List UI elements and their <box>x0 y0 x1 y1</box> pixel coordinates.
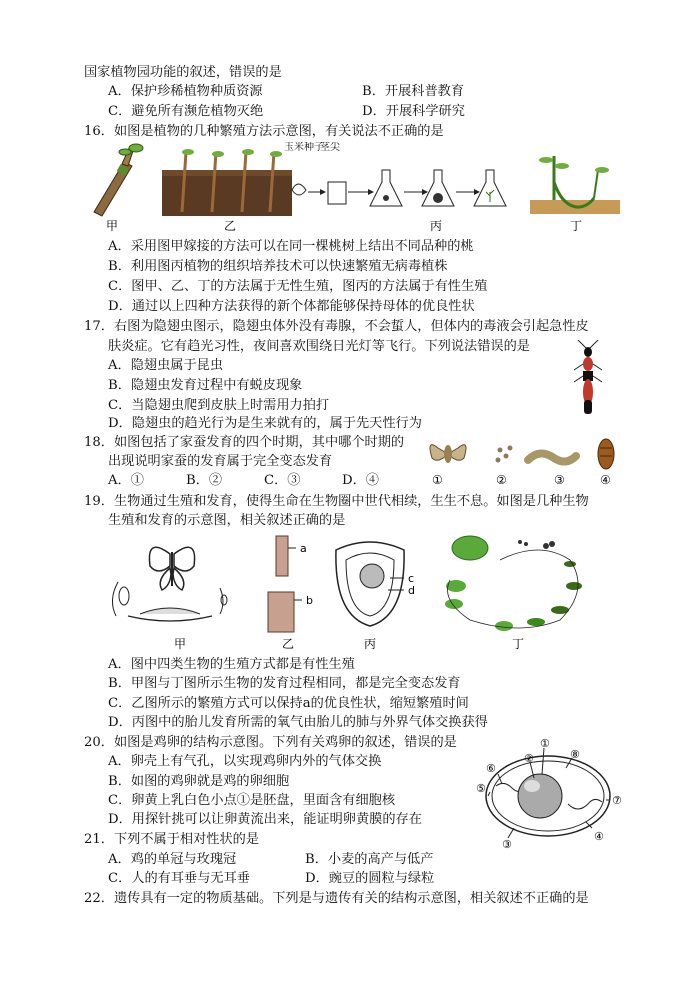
q18-stem-line1: 18．如图包括了家蚕发育的四个时期，其中哪个时期的 <box>84 435 405 450</box>
q21-stem: 21．下列不属于相对性状的是 <box>84 832 260 847</box>
cutting-illustration <box>162 149 292 216</box>
stock-label-b: b <box>306 594 313 607</box>
q19-stem-line1: 19．生物通过生殖和发育，使得生命在生物圈中世代相续，生生不息。如图是几种生物 <box>84 494 589 509</box>
q17-option-a: A．隐翅虫属于昆虫 <box>108 358 224 373</box>
q20-option-a: A．卵壳上有气孔，以实现鸡卵内外的气体交换 <box>108 754 382 769</box>
fetus-uterus-illustration <box>336 542 415 626</box>
egg-label-4: ④ <box>594 830 604 843</box>
q19-stem-line2: 生殖和发育的示意图，相关叙述正确的是 <box>108 513 346 528</box>
q19-option-b: B．甲图与丁图所示生物的发育过程相同，都是完全变态发育 <box>108 676 461 691</box>
q19-figure <box>100 530 600 654</box>
q21-option-c: C．人的有耳垂与无耳垂 <box>108 871 250 886</box>
frog-cycle-illustration <box>445 536 582 631</box>
q15-option-c: C．避免所有濒危植物灭绝 <box>108 104 264 119</box>
egg-label-8: ⑧ <box>570 748 580 761</box>
stage-label-2: ② <box>496 473 507 487</box>
umbilical-label-d: d <box>408 584 415 597</box>
egg-structure-figure <box>474 734 632 852</box>
q18-option-d: D．④ <box>342 473 379 488</box>
fig16-label-yi: 乙 <box>224 219 237 233</box>
silkworm-stages-figure <box>424 428 624 488</box>
fig19-label-yi: 乙 <box>282 637 295 651</box>
layering-illustration <box>530 156 620 214</box>
fig16-label-ding: 丁 <box>570 219 583 233</box>
fig19-label-bing: 丙 <box>364 637 377 651</box>
q20-stem: 20．如图是鸡卵的结构示意图。下列有关鸡卵的叙述，错误的是 <box>84 735 457 750</box>
q15-option-a: A．保护珍稀植物种质资源 <box>108 84 263 99</box>
silk-moth-illustration <box>430 445 466 463</box>
q18-option-a: A．① <box>108 473 144 488</box>
q19-option-a: A．图中四类生物的生殖方式都是有性生殖 <box>108 657 355 672</box>
q16-figure <box>84 142 624 234</box>
egg-label-1: ① <box>540 737 550 750</box>
q16-option-d: D．通过以上四种方法获得的新个体都能够保持母体的优良性状 <box>108 299 475 314</box>
q15-stem-tail: 国家植物园功能的叙述，错误的是 <box>84 65 282 80</box>
egg-label-2: ② <box>524 752 534 765</box>
q17-stem-line1: 17．右图为隐翅虫图示，隐翅虫体外没有毒腺，不会蜇人，但体内的毒液会引起急性皮 <box>84 319 589 334</box>
tissue-culture-illustration <box>284 142 506 206</box>
q20-option-b: B．如图的鸡卵就是鸡的卵细胞 <box>108 774 290 789</box>
q17-stem-line2: 肤炎症。它有趋光习性，夜间喜欢围绕日光灯等飞行。下列说法错误的是 <box>108 339 530 354</box>
silkworm-pupa-illustration <box>598 439 614 469</box>
stage-label-4: ④ <box>600 473 611 487</box>
stem-tip-label: 茎尖 <box>320 142 340 153</box>
silkworm-eggs-illustration <box>496 446 513 463</box>
q15-option-d: D．开展科学研究 <box>362 104 465 119</box>
fig16-label-jia: 甲 <box>106 219 119 233</box>
q17-option-d: D．隐翅虫的趋光行为是生来就有的，属于先天性行为 <box>108 416 422 431</box>
rove-beetle-figure <box>568 340 608 420</box>
q15-option-b: B．开展科普教育 <box>362 84 465 99</box>
fig19-label-jia: 甲 <box>174 637 187 651</box>
grafting-scion-stock-illustration <box>268 536 313 632</box>
stage-label-1: ① <box>432 473 443 487</box>
egg-label-3: ③ <box>502 838 512 851</box>
scion-label-a: a <box>300 542 307 555</box>
q16-option-a: A．采用图甲嫁接的方法可以在同一棵桃树上结出不同品种的桃 <box>108 239 474 254</box>
q21-option-d: D．豌豆的圆粒与绿粒 <box>305 871 435 886</box>
q16-option-c: C．图甲、乙、丁的方法属于无性生殖，图丙的方法属于有性生殖 <box>108 279 488 294</box>
q17-option-b: B．隐翅虫发育过程中有蜕皮现象 <box>108 378 303 393</box>
egg-label-6: ⑥ <box>486 762 496 775</box>
q17-option-c: C．当隐翅虫爬到皮肤上时需用力拍打 <box>108 398 330 413</box>
placenta-label-c: c <box>408 572 415 585</box>
q19-option-c: C．乙图所示的繁殖方式可以保持a的优良性状，缩短繁殖时间 <box>108 696 469 711</box>
q20-option-d: D．用探针挑可以让卵黄流出来，能证明卵黄膜的存在 <box>108 812 422 827</box>
fig19-label-ding: 丁 <box>512 637 525 651</box>
corn-seed-label: 玉米种子 <box>284 142 324 153</box>
grafting-illustration <box>94 144 143 216</box>
egg-label-5: ⑤ <box>476 782 486 795</box>
q20-option-c: C．卵黄上乳白色小点①是胚盘，里面含有细胞核 <box>108 793 396 808</box>
q21-option-a: A．鸡的单冠与玫瑰冠 <box>108 852 237 867</box>
q21-option-b: B．小麦的高产与低产 <box>305 852 434 867</box>
stage-label-3: ③ <box>554 473 565 487</box>
q18-option-b: B．② <box>186 473 223 488</box>
q19-option-d: D．丙图中的胎儿发育所需的氧气由胎儿的肺与外界气体交换获得 <box>108 715 488 730</box>
egg-label-7: ⑦ <box>612 794 622 807</box>
silkworm-larva-illustration <box>528 453 576 461</box>
fig16-label-bing: 丙 <box>430 219 443 233</box>
butterfly-cycle-illustration <box>112 547 227 621</box>
q16-option-b: B．利用图丙植物的组织培养技术可以快速繁殖无病毒植株 <box>108 259 448 274</box>
q22-stem: 22．遗传具有一定的物质基础。下列是与遗传有关的结构示意图，相关叙述不正确的是 <box>84 891 589 906</box>
q18-stem-line2: 出现说明家蚕的发育属于完全变态发育 <box>108 454 333 469</box>
q18-option-c: C．③ <box>264 473 301 488</box>
q16-stem: 16．如图是植物的几种繁殖方法示意图，有关说法不正确的是 <box>84 124 444 139</box>
